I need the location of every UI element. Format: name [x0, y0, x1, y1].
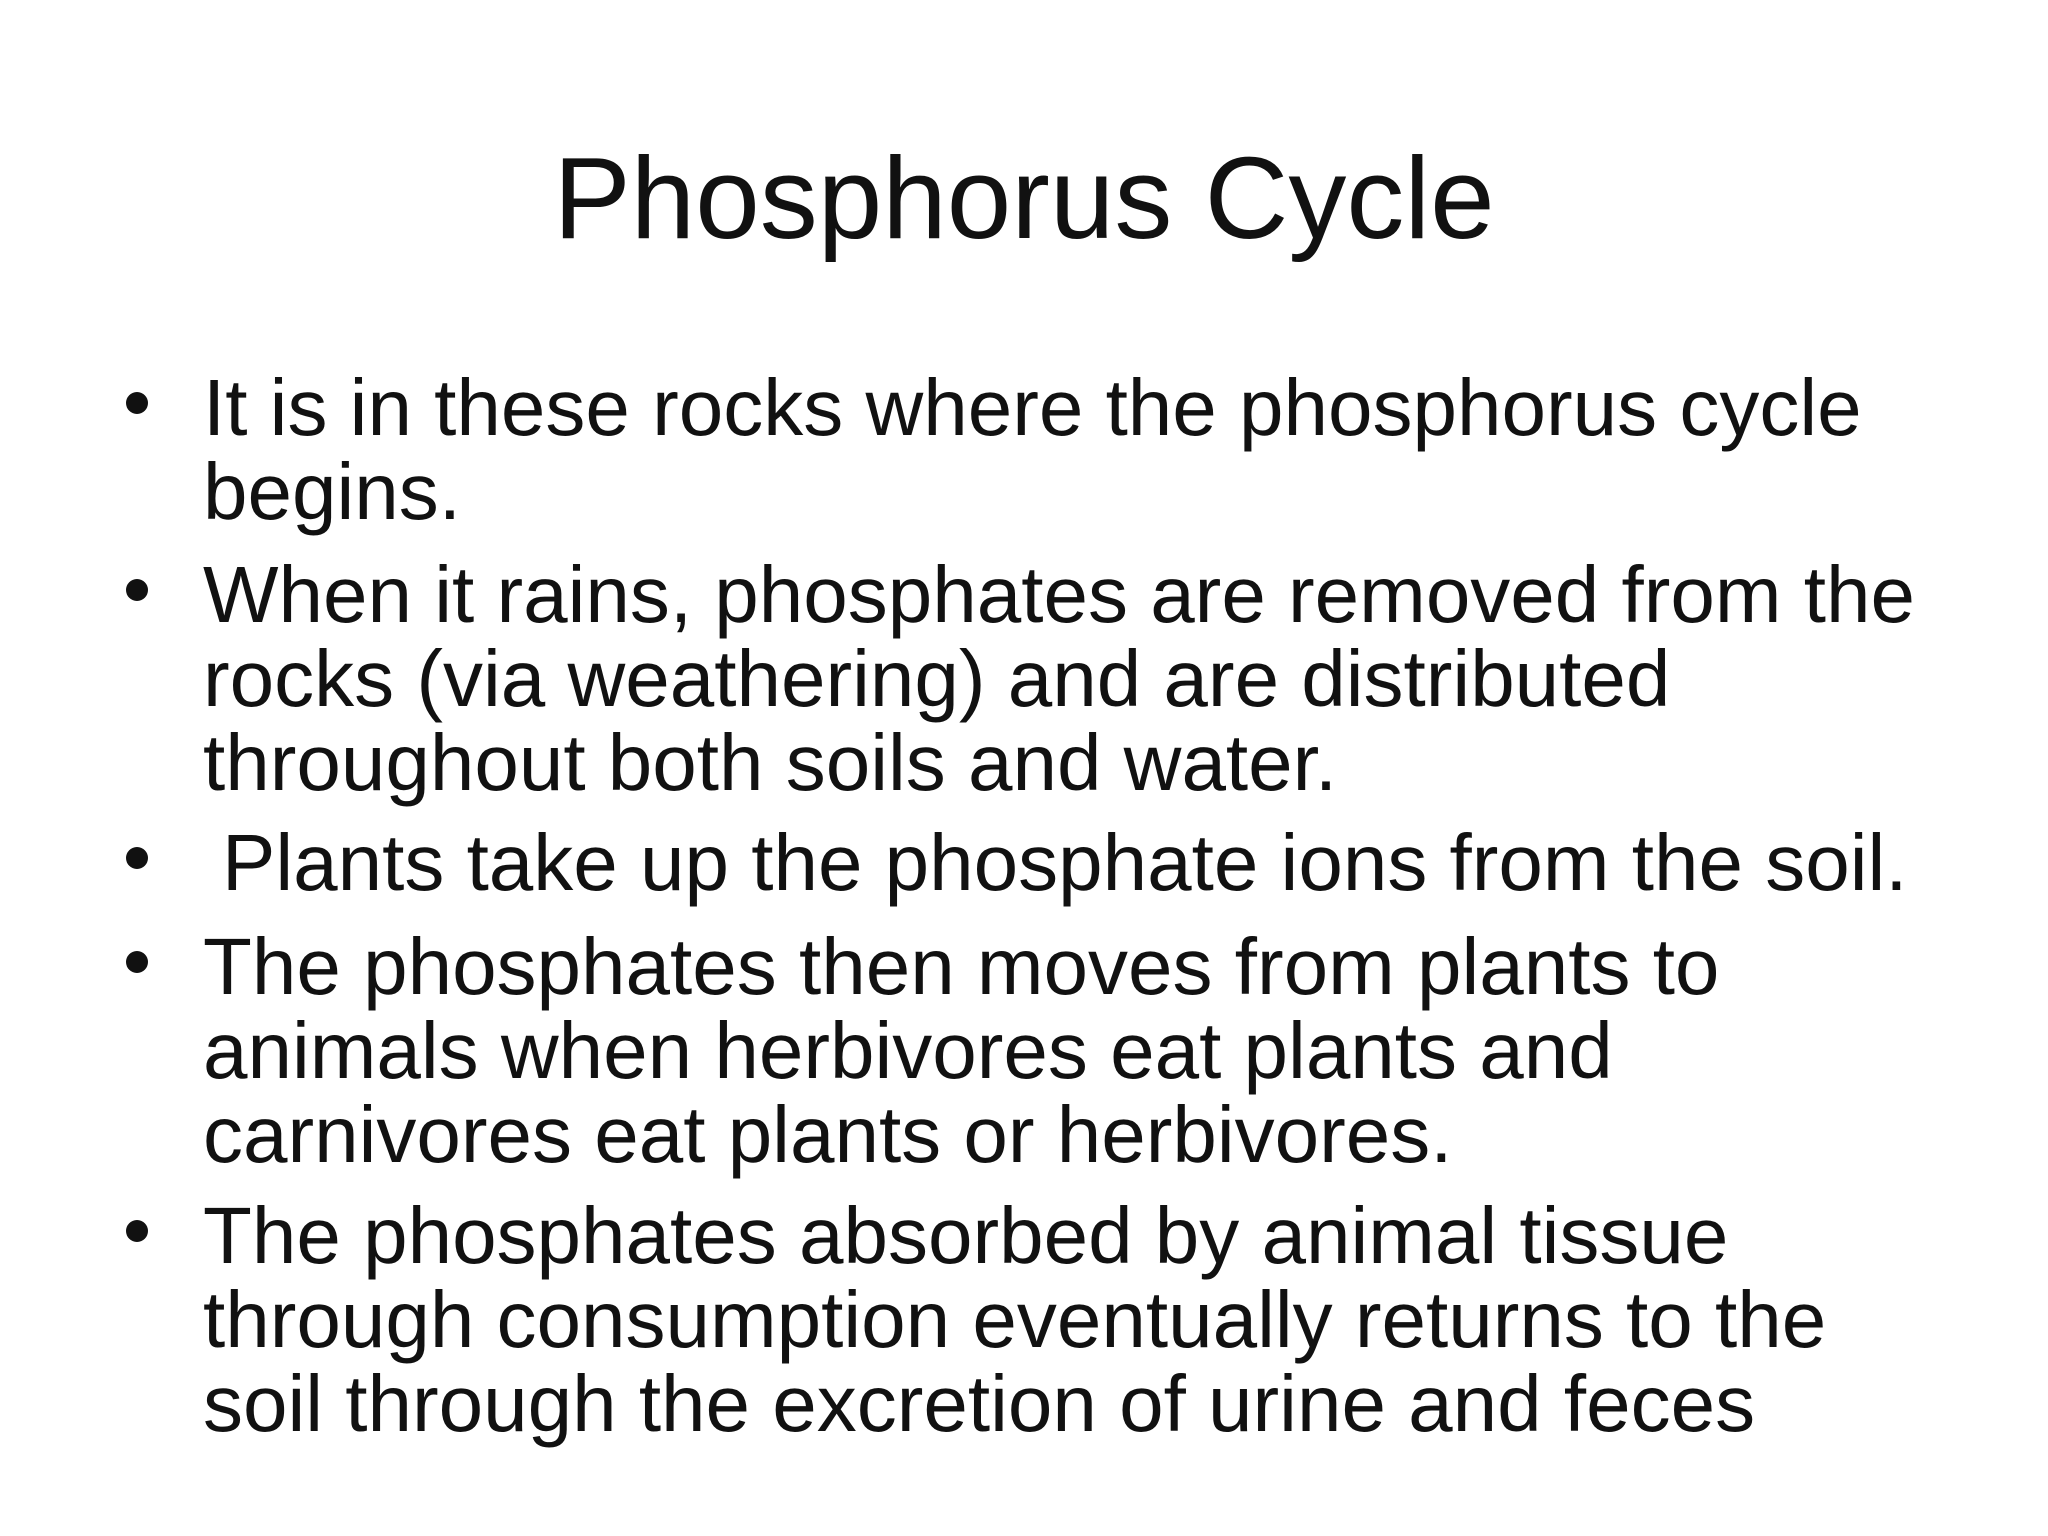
bullet-text: Plants take up the phosphate ions from the soil. [222, 818, 1908, 907]
bullet-icon [126, 847, 148, 869]
bullet-icon [126, 579, 148, 601]
bullet-text: When it rains, phosphates are removed from the rocks (via weathering) and are distributed throughout both soils and water. [203, 550, 1915, 807]
bullet-text: The phosphates absorbed by animal tissue through consumption eventually returns to the soil through the excretion of urine and feces [203, 1191, 1827, 1448]
bullet-text: It is in these rocks where the phosphorus cycle begins. [203, 363, 1862, 536]
bullet-icon [126, 1220, 148, 1242]
bullet-text: The phosphates then moves from plants to animals when herbivores eat plants and carnivores eat plants or herbivores. [203, 922, 1720, 1179]
bullet-icon [126, 392, 148, 414]
slide-title: Phosphorus Cycle [553, 133, 1495, 263]
bullet-icon [126, 951, 148, 973]
